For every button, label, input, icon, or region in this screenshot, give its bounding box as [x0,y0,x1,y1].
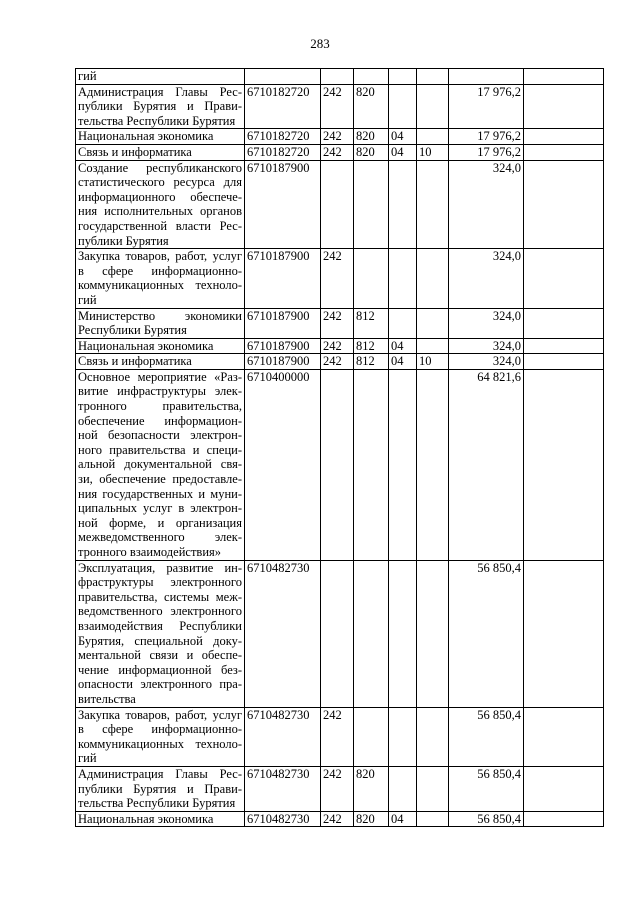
empty-cell [524,129,604,145]
target-code [245,69,321,85]
row-name: Администрация Главы Рес-публики Бурятия и Прави-тельства Республики Бурятия [76,84,245,129]
subsection-code [417,707,449,766]
expense-type [321,369,354,560]
empty-cell [524,354,604,370]
empty-cell [524,160,604,249]
ministry-code [354,249,389,308]
row-name: Эксплуатация, развитие ин-фраструктуры электронного правительства, системы меж-ведомственного электронного взаимодействия Республики Бурятия, специальной доку-ментальной связи и обеспе-чение информационной без-опасности электронного пра-вительства [76,560,245,707]
expense-type: 242 [321,811,354,827]
ministry-code [354,707,389,766]
subsection-code: 10 [417,144,449,160]
expense-type: 242 [321,84,354,129]
row-name: Национальная экономика [76,338,245,354]
row-name: Закупка товаров, работ, услуг в сфере информационно-коммуникационных техноло-гий [76,707,245,766]
amount: 324,0 [449,354,524,370]
ministry-code: 812 [354,308,389,338]
amount: 56 850,4 [449,766,524,811]
amount: 17 976,2 [449,144,524,160]
ministry-code: 812 [354,354,389,370]
ministry-code: 820 [354,84,389,129]
table-row [76,707,604,766]
table-row [76,249,604,308]
ministry-code: 820 [354,144,389,160]
expense-type [321,69,354,85]
empty-cell [524,84,604,129]
target-code: 6710482730 [245,560,321,707]
table-row [76,338,604,354]
row-name: Закупка товаров, работ, услуг в сфере информационно-коммуникационных техноло-гий [76,249,245,308]
ministry-code: 820 [354,766,389,811]
row-name: Национальная экономика [76,811,245,827]
row-name: Министерство экономики Республики Бурятия [76,308,245,338]
table-row [76,560,604,707]
target-code: 6710482730 [245,707,321,766]
section-code [389,69,417,85]
target-code: 6710187900 [245,160,321,249]
expense-type: 242 [321,249,354,308]
table-row [76,129,604,145]
table-row [76,69,604,85]
expense-type: 242 [321,144,354,160]
target-code: 6710187900 [245,308,321,338]
ministry-code: 820 [354,129,389,145]
ministry-code [354,560,389,707]
ministry-code [354,369,389,560]
table-row [76,160,604,249]
budget-table [75,68,604,827]
expense-type: 242 [321,129,354,145]
amount [449,69,524,85]
empty-cell [524,369,604,560]
section-code [389,84,417,129]
amount: 56 850,4 [449,811,524,827]
section-code: 04 [389,354,417,370]
empty-cell [524,69,604,85]
subsection-code [417,84,449,129]
subsection-code [417,766,449,811]
section-code: 04 [389,811,417,827]
target-code: 6710400000 [245,369,321,560]
subsection-code [417,129,449,145]
target-code: 6710482730 [245,811,321,827]
amount: 56 850,4 [449,560,524,707]
amount: 324,0 [449,160,524,249]
subsection-code [417,308,449,338]
subsection-code [417,338,449,354]
amount: 324,0 [449,249,524,308]
amount: 17 976,2 [449,129,524,145]
subsection-code [417,560,449,707]
table-row [76,354,604,370]
amount: 64 821,6 [449,369,524,560]
subsection-code [417,811,449,827]
empty-cell [524,308,604,338]
target-code: 6710187900 [245,338,321,354]
empty-cell [524,811,604,827]
empty-cell [524,338,604,354]
section-code: 04 [389,129,417,145]
table-row [76,369,604,560]
expense-type: 242 [321,766,354,811]
row-name: Создание республиканского статистического ресурса для информационного обеспече-ния исполнительных органов государственной власти Рес-публики Бурятия [76,160,245,249]
table-row [76,144,604,160]
empty-cell [524,707,604,766]
amount: 56 850,4 [449,707,524,766]
target-code: 6710187900 [245,249,321,308]
section-code [389,766,417,811]
ministry-code [354,160,389,249]
target-code: 6710482730 [245,766,321,811]
subsection-code [417,160,449,249]
expense-type: 242 [321,707,354,766]
table-row [76,308,604,338]
row-name: Связь и информатика [76,354,245,370]
table-body [76,69,604,827]
subsection-code [417,369,449,560]
amount: 324,0 [449,338,524,354]
row-name: гий [76,69,245,85]
amount: 324,0 [449,308,524,338]
table-row [76,811,604,827]
row-name: Связь и информатика [76,144,245,160]
expense-type [321,160,354,249]
empty-cell [524,249,604,308]
ministry-code: 820 [354,811,389,827]
amount: 17 976,2 [449,84,524,129]
empty-cell [524,766,604,811]
section-code [389,249,417,308]
target-code: 6710182720 [245,129,321,145]
section-code [389,160,417,249]
section-code: 04 [389,144,417,160]
row-name: Администрация Главы Рес-публики Бурятия и Прави-тельства Республики Бурятия [76,766,245,811]
empty-cell [524,144,604,160]
target-code: 6710182720 [245,144,321,160]
target-code: 6710187900 [245,354,321,370]
section-code [389,707,417,766]
subsection-code: 10 [417,354,449,370]
expense-type: 242 [321,338,354,354]
row-name: Национальная экономика [76,129,245,145]
subsection-code [417,69,449,85]
page-number: 283 [310,36,330,51]
table-row [76,84,604,129]
section-code [389,369,417,560]
expense-type [321,560,354,707]
expense-type: 242 [321,354,354,370]
section-code [389,308,417,338]
subsection-code [417,249,449,308]
section-code [389,560,417,707]
ministry-code [354,69,389,85]
row-name: Основное мероприятие «Раз-витие инфраструктуры элек-тронного правительства, обеспечение информацион-ной безопасности электрон-ного правительства и специ-альной документальной свя-зи, обеспечение предоставле-ния государственных и муни-ципальных услуг в электрон-ной форме, и организация межведомственного элек-тронного взаимодействия» [76,369,245,560]
empty-cell [524,560,604,707]
table-row [76,766,604,811]
expense-type: 242 [321,308,354,338]
target-code: 6710182720 [245,84,321,129]
ministry-code: 812 [354,338,389,354]
section-code: 04 [389,338,417,354]
